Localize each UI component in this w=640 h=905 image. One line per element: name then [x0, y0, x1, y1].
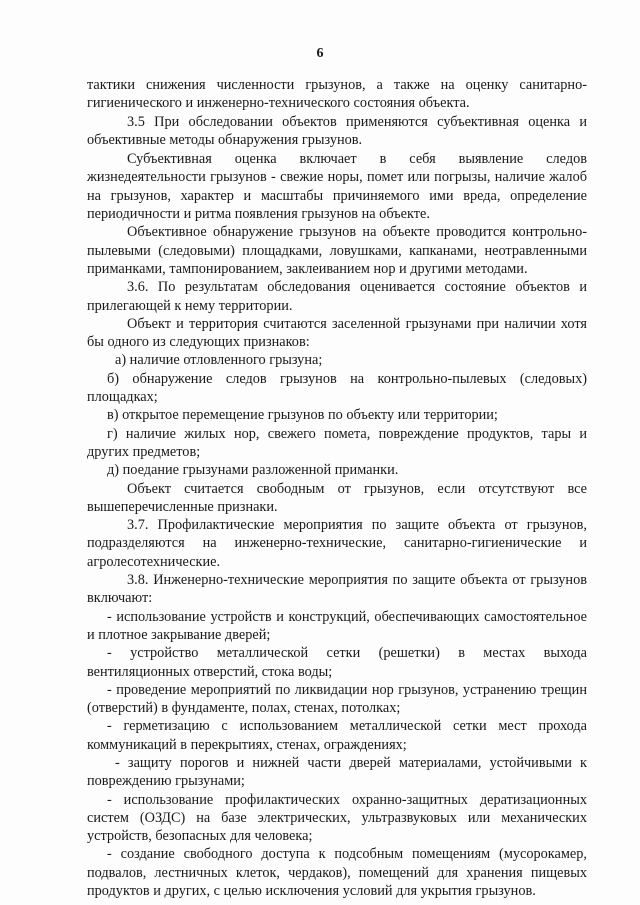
paragraph: 3.8. Инженерно-технические мероприятия по защите объекта от грызунов включают:: [87, 572, 587, 607]
paragraph: 3.7. Профилактические мероприятия по защите объекта от грызунов, подразделяются на инженерно-технические, санитарно-гигиенические и агролесотехнические.: [87, 517, 587, 570]
list-item: б) обнаружение следов грызунов на контрольно-пылевых (следовых) площадках;: [87, 370, 587, 406]
paragraph: тактики снижения численности грызунов, а также на оценку санитарно-гигиенического и инженерно-технического состояния объекта.: [87, 77, 587, 112]
list-item: - проведение мероприятий по ликвидации нор грызунов, устранению трещин (отверстий) в фундаменте, полах, стенах, потолках;: [87, 681, 587, 717]
list-item: - устройство металлической сетки (решетки) в местах выхода вентиляционных отверстий, стока воды;: [87, 645, 587, 680]
list-item: - создание свободного доступа к подсобным помещениям (мусорокамер, подвалов, лестничных клеток, чердаков), помещений для хранения пищевых продуктов и других, с целью исключения условий для укрытия грызунов.: [87, 846, 587, 900]
paragraph: Субъективная оценка включает в себя выявление следов жизнедеятельности грызунов - свежие норы, помет или погрызы, наличие жалоб на грызунов, характер и масштабы причиняемого ими вреда, определение периодичности и ритма появления грызунов на объекте.: [87, 151, 587, 223]
list-item: д) поедание грызунами разложенной приманки.: [107, 462, 399, 479]
paragraph: 3.6. По результатам обследования оценивается состояние объектов и прилегающей к нему территории.: [87, 279, 587, 314]
list-item: - использование устройств и конструкций, обеспечивающих самостоятельное и плотное закрывание дверей;: [87, 608, 587, 643]
paragraph: Объект и территория считаются заселенной грызунами при наличии хотя бы одного из следующих признаков:: [87, 315, 587, 351]
paragraph: Объективное обнаружение грызунов на объекте проводится контрольно-пылевыми (следовыми) площадками, ловушками, капканами, неотравленными приманками, тампонированием, заклеиванием нор и другими методами.: [87, 224, 587, 277]
paragraph: Объект считается свободным от грызунов, если отсутствуют все вышеперечисленные признаки.: [87, 480, 587, 515]
page-number: 6: [316, 46, 324, 61]
list-item: в) открытое перемещение грызунов по объекту или территории;: [107, 407, 498, 424]
list-item: - герметизацию с использованием металлической сетки мест прохода коммуникаций в перекрытиях, стенах, ограждениях;: [87, 718, 587, 753]
list-item: - использование профилактических охранно-защитных дератизационных систем (ОЗДС) на базе электрических, ультразвуковых или механических устройств, безопасных для человека;: [87, 791, 587, 845]
list-item: - защиту порогов и нижней части дверей материалами, устойчивыми к повреждению грызунами;: [87, 754, 587, 790]
list-item: а) наличие отловленного грызуна;: [115, 352, 323, 369]
document-body: [87, 76, 587, 900]
paragraph: 3.5 При обследовании объектов применяются субъективная оценка и объективные методы обнаружения грызунов.: [87, 113, 587, 148]
list-item: г) наличие жилых нор, свежего помета, повреждение продуктов, тары и других предметов;: [87, 425, 587, 460]
